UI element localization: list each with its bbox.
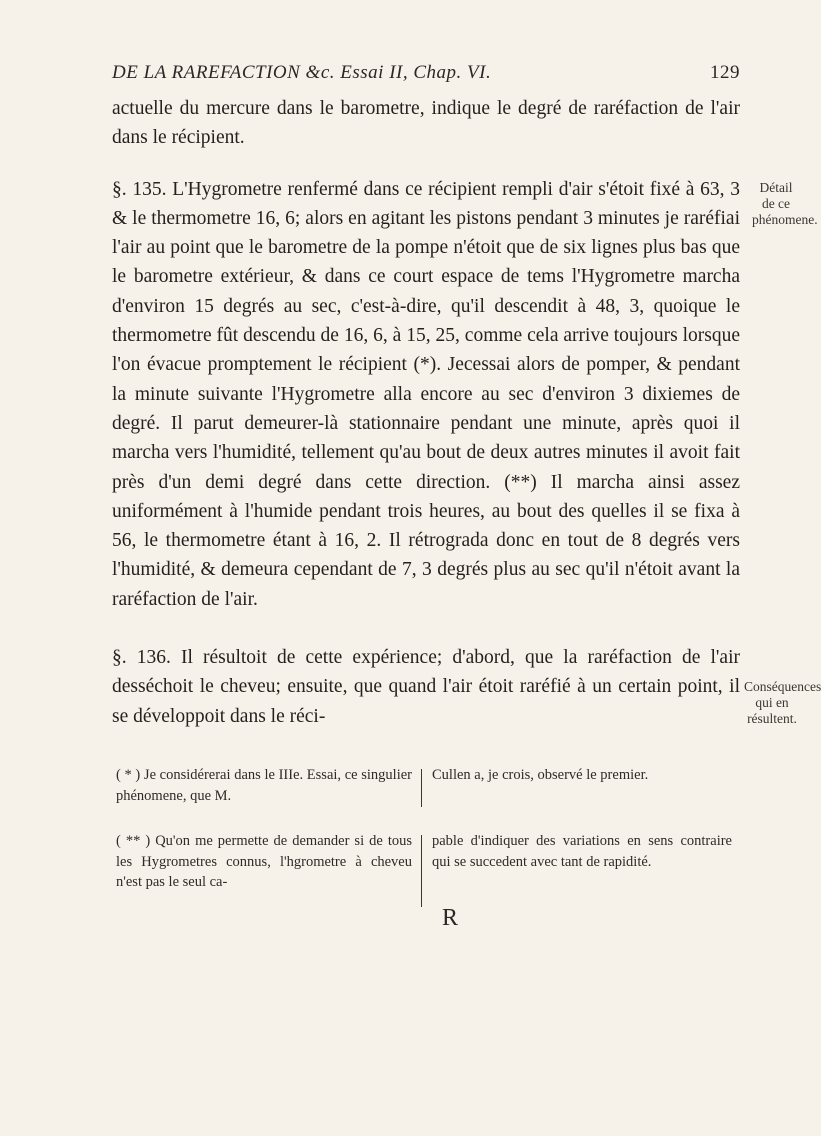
footnote-divider <box>421 769 422 807</box>
paragraph-136: §. 136. Il résultoit de cette expérience; d'abord, que la raréfaction de l'air desséchoit le cheveu; ensuite, que quand l'air étoit raréfié à un certain point, il se développoit dans le réci- <box>112 647 740 727</box>
main-text <box>112 94 740 731</box>
page-number: 129 <box>710 62 740 83</box>
margin-note-consequences: Conséquences qui en résultent. <box>744 679 821 726</box>
footnote-2-left: ( ** ) Qu'on me permette de demander si de tous les Hygrometres connus, l'hgrometre à cheveu n'est pas le seul ca- <box>116 833 412 890</box>
footnote-1-right: Cullen a, je crois, observé le premier. <box>432 767 649 783</box>
footnote-1-left: ( * ) Je considérerai dans le IIIe. Essai, ce singulier phénomene, que M. <box>116 767 412 804</box>
signature-mark: R <box>442 905 459 931</box>
footnote-divider <box>421 835 422 907</box>
margin-note-detail: Détail de ce phénomene. <box>752 180 818 227</box>
running-title: DE LA RAREFACTION &c. Essai II, Chap. VI. <box>112 62 492 83</box>
paragraph-continuation: actuelle du mercure dans le barometre, indique le degré de raréfaction de l'air dans le récipient. <box>112 98 740 149</box>
paragraph-135: §. 135. L'Hygrometre renfermé dans ce récipient rempli d'air s'étoit fixé à 63, 3 & le thermometre 16, 6; alors en agitant les pistons pendant 3 minutes je raréfiai l'air au point que le barometre de la pompe n'étoit que de six lignes plus bas que le barometre extérieur, & dans ce court espace de tems l'Hygrometre marcha d'environ 15 degrés au sec, c'est-à-dire, qu'il descendit à 48, 3, quoique le thermometre fût descendu de 16, 6, à 15, 25, comme cela arrive toujours lorsque l'on évacue promptement le récipient (*). Jecessai alors de pomper, & pendant la minute suivante l'Hygrometre alla encore au sec d'environ 3 dixiemes de degré. Il parut demeurer-là stationnaire pendant une minute, après quoi il marcha vers l'humidité, tellement qu'au bout de deux autres minutes il avoit fait près d'un demi degré dans cette direction. (**) Il marcha ainsi assez uniformément à l'humide pendant trois heures, au bout des quelles il se fixa à 56, le thermometre étant à 16, 2. Il rétrograda donc en tout de 8 degrés vers l'humidité, & demeura cependant de 7, 3 degrés plus au sec qu'il n'étoit avant la raréfaction de l'air. <box>112 178 740 610</box>
footnote-2-right: pable d'indiquer des variations en sens contraire qui se succedent avec tant de rapidité. <box>432 833 732 870</box>
